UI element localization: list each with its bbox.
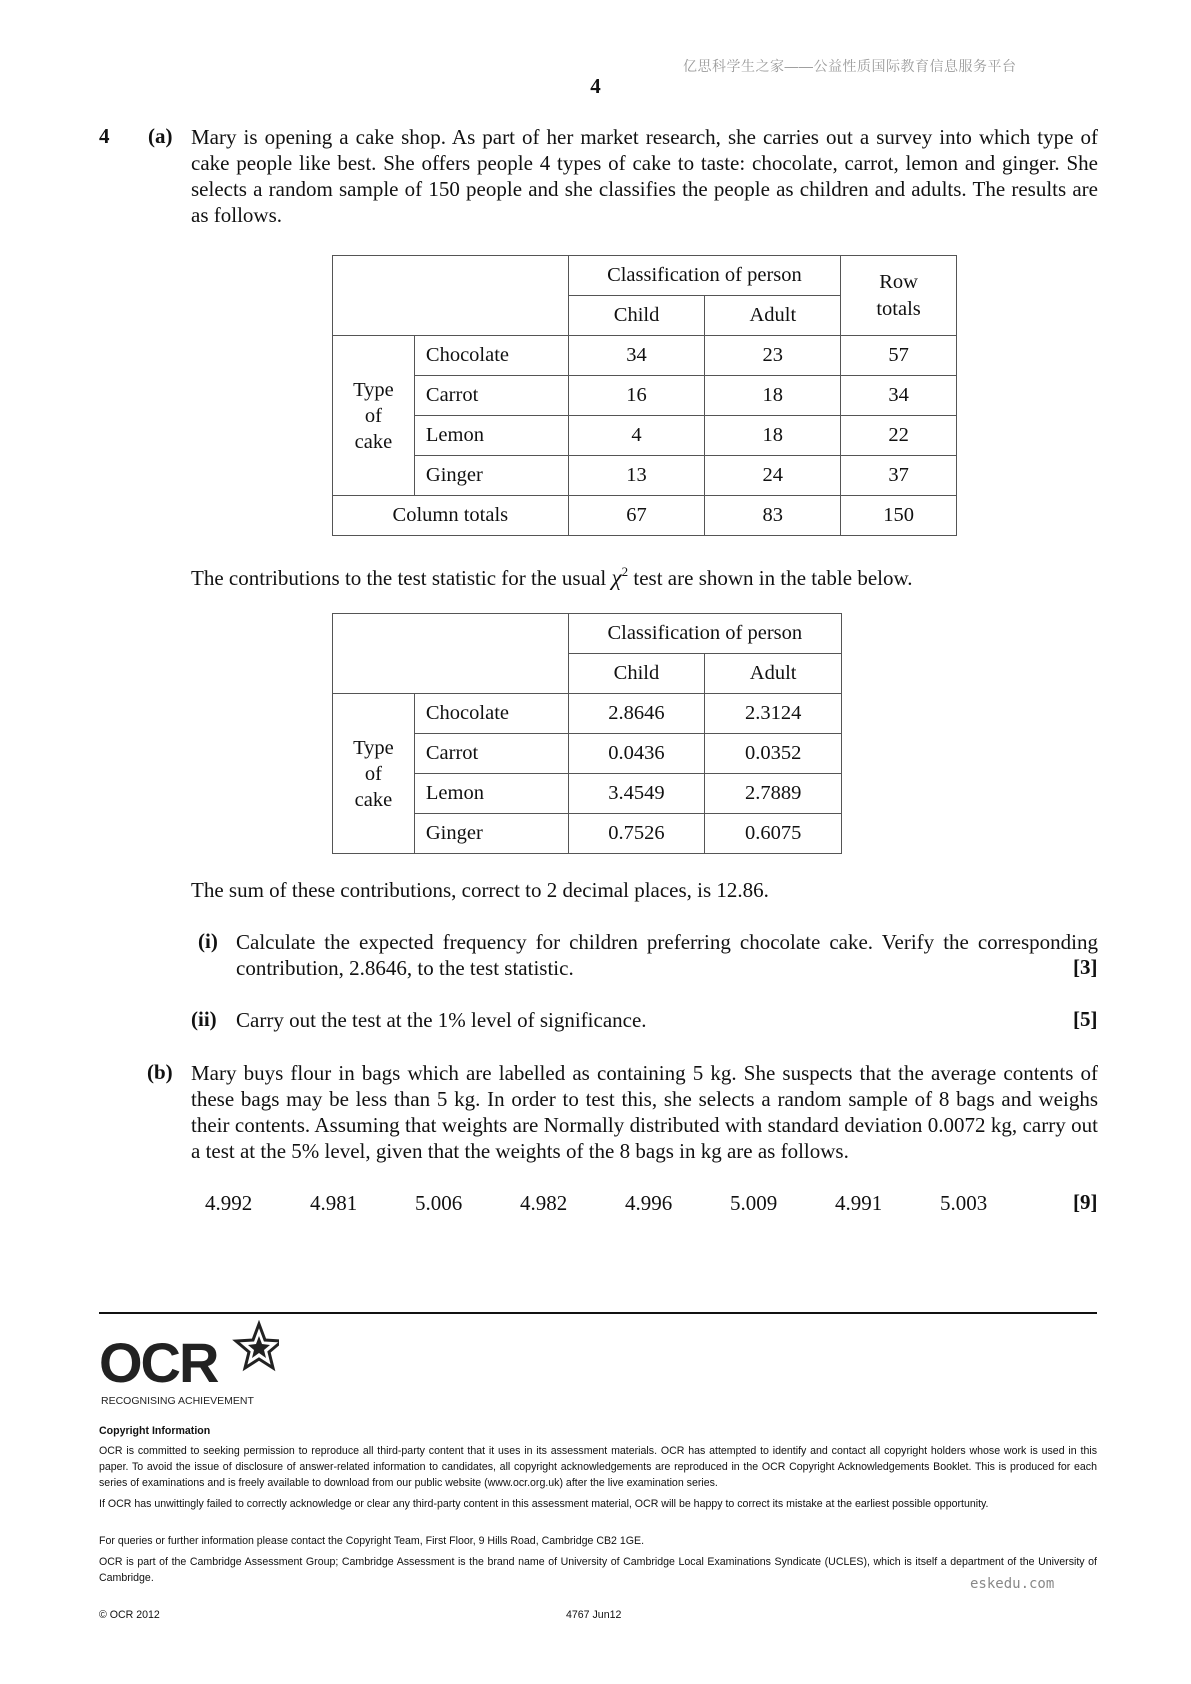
table-cell: 22 — [841, 416, 957, 456]
table-cell: 67 — [568, 496, 705, 536]
table1-col-child: Child — [568, 296, 705, 336]
table-cell: 13 — [568, 456, 705, 496]
table-cell: 0.6075 — [705, 814, 842, 854]
table-row-label: Lemon — [414, 774, 568, 814]
question-number: 4 — [99, 124, 110, 148]
part-b-marks: [9] — [1073, 1190, 1098, 1214]
table-cell: 0.0436 — [568, 734, 705, 774]
weight-value: 4.982 — [520, 1191, 568, 1215]
contrib-text-after: test are shown in the table below. — [633, 566, 913, 590]
weight-value: 5.009 — [730, 1191, 778, 1215]
table-cell: 23 — [705, 336, 841, 376]
table-cell: 2.3124 — [705, 694, 842, 734]
watermark-bottom: eskedu.com — [970, 1576, 1055, 1592]
table1-group-header: Classification of person — [568, 256, 840, 296]
copyright-para-1: OCR is committed to seeking permission to reproduce all third-party content that it uses in its assessment materials. OCR has attempted to identify and contact all copyright holders whose work is used in this paper. To avoid the issue of disclosure of answer-related information to candidates, all copyright acknowledgements are reproduced in the OCR Copyright Acknowledgements Booklet. This is produced for each series of examinations and is freely available to download from our public website (www.ocr.org.uk) after the live examination series. — [99, 1445, 1097, 1489]
sub-ii-label: (ii) — [191, 1007, 217, 1031]
table-cell: 57 — [841, 336, 957, 376]
part-a-label: (a) — [148, 124, 173, 148]
table-cell: 2.7889 — [705, 774, 842, 814]
type-of-cake-text: Type of cake — [353, 736, 394, 811]
contributions-sentence — [191, 559, 1091, 591]
table-cell: 0.7526 — [568, 814, 705, 854]
copyright-para-4: OCR is part of the Cambridge Assessment Group; Cambridge Assessment is the brand name of University of Cambridge Local Examinations Syndicate (UCLES), which is itself a department of the University of Cambridge. — [99, 1556, 1097, 1584]
weight-value: 4.992 — [205, 1191, 253, 1215]
table1-col-adult: Adult — [705, 296, 841, 336]
footer-divider — [99, 1312, 1097, 1314]
table-cell: 24 — [705, 456, 841, 496]
table2-group-header: Classification of person — [568, 614, 841, 654]
sub-ii-marks: [5] — [1073, 1007, 1098, 1031]
table2-row-group-label — [333, 694, 415, 854]
weight-value: 4.981 — [310, 1191, 358, 1215]
table2-col-adult: Adult — [705, 654, 842, 694]
table-cell: 16 — [568, 376, 705, 416]
table-cell: 37 — [841, 456, 957, 496]
contrib-text-before: The contributions to the test statistic for the usual — [191, 566, 607, 590]
survey-results-table — [332, 255, 957, 536]
sub-i-label: (i) — [198, 929, 218, 953]
table1-row-totals-header — [841, 256, 957, 336]
part-b-text: Mary buys flour in bags which are labelled as containing 5 kg. She suspects that the average contents of these bags may be less than 5 kg. In order to test this, she selects a random sample of 8 bags and weighs their contents. Assuming that weights are Normally distributed with standard deviation 0.0072 kg, carry out a test at the 5% level, given that the weights of the 8 bags in kg are as follows. — [191, 1061, 1098, 1163]
type-of-cake-text: Type of cake — [353, 378, 394, 453]
ocr-logo-tagline: RECOGNISING ACHIEVEMENT — [101, 1395, 254, 1407]
paper-code: 4767 Jun12 — [566, 1609, 622, 1621]
table2-col-child: Child — [568, 654, 705, 694]
chi-superscript: 2 — [621, 564, 629, 579]
table1-corner — [333, 256, 569, 336]
copyright-heading: Copyright Information — [99, 1425, 211, 1437]
table-row-label: Ginger — [414, 456, 568, 496]
table-row-label: Lemon — [414, 416, 568, 456]
table1-row-group-label — [333, 336, 415, 496]
ocr-logo-text: OCR — [99, 1331, 218, 1394]
table-cell: 34 — [568, 336, 705, 376]
sum-sentence: The sum of these contributions, correct to 2 decimal places, is 12.86. — [191, 878, 769, 902]
table-cell: 150 — [841, 496, 957, 536]
table2-corner — [333, 614, 569, 694]
table-row-label: Carrot — [414, 734, 568, 774]
sub-i-text: Calculate the expected frequency for children preferring chocolate cake. Verify the corresponding contribution, 2.8646, to the test statistic. — [236, 930, 1098, 980]
chi-letter: χ — [611, 565, 622, 590]
table-cell: 2.8646 — [568, 694, 705, 734]
chi-squared-symbol — [612, 565, 629, 590]
table-cell: 4 — [568, 416, 705, 456]
weight-value: 4.991 — [835, 1191, 883, 1215]
table-cell: 34 — [841, 376, 957, 416]
row-totals-text: Row totals — [876, 270, 921, 320]
page-number: 4 — [590, 74, 601, 98]
table-cell: 18 — [705, 376, 841, 416]
part-a-intro: Mary is opening a cake shop. As part of her market research, she carries out a survey into which type of cake people like best. She offers people 4 types of cake to taste: chocolate, carrot, lemon and ginger. She selects a random sample of 150 people and she classifies the people as children and adults. The results are as follows. — [191, 125, 1098, 227]
weight-value: 5.003 — [940, 1191, 988, 1215]
weight-value: 4.996 — [625, 1191, 673, 1215]
contributions-table — [332, 613, 842, 854]
part-b-label: (b) — [147, 1060, 173, 1084]
star-icon — [236, 1324, 279, 1368]
weight-value: 5.006 — [415, 1191, 463, 1215]
copyright-para-3: For queries or further information please contact the Copyright Team, First Floor, 9 Hills Road, Cambridge CB2 1GE. — [99, 1535, 645, 1547]
sub-ii-text: Carry out the test at the 1% level of significance. — [236, 1008, 647, 1032]
table-row-label: Carrot — [414, 376, 568, 416]
copyright-para-2: If OCR has unwittingly failed to correctly acknowledge or clear any third-party content in this assessment material, OCR will be happy to correct its mistake at the earliest possible opportunity. — [99, 1498, 989, 1510]
sub-i-marks: [3] — [1073, 955, 1098, 979]
copyright-line: © OCR 2012 — [99, 1609, 160, 1621]
watermark-top: 亿思科学生之家——公益性质国际教育信息服务平台 — [683, 58, 1017, 74]
ocr-logo — [99, 1320, 279, 1415]
table-row-label: Chocolate — [414, 336, 568, 376]
table-row-label: Ginger — [414, 814, 568, 854]
table-cell: 83 — [705, 496, 841, 536]
ocr-logo-graphic — [99, 1320, 279, 1410]
table-cell: 18 — [705, 416, 841, 456]
table-row-label: Chocolate — [414, 694, 568, 734]
table-cell: 0.0352 — [705, 734, 842, 774]
column-totals-label: Column totals — [333, 496, 569, 536]
table-cell: 3.4549 — [568, 774, 705, 814]
